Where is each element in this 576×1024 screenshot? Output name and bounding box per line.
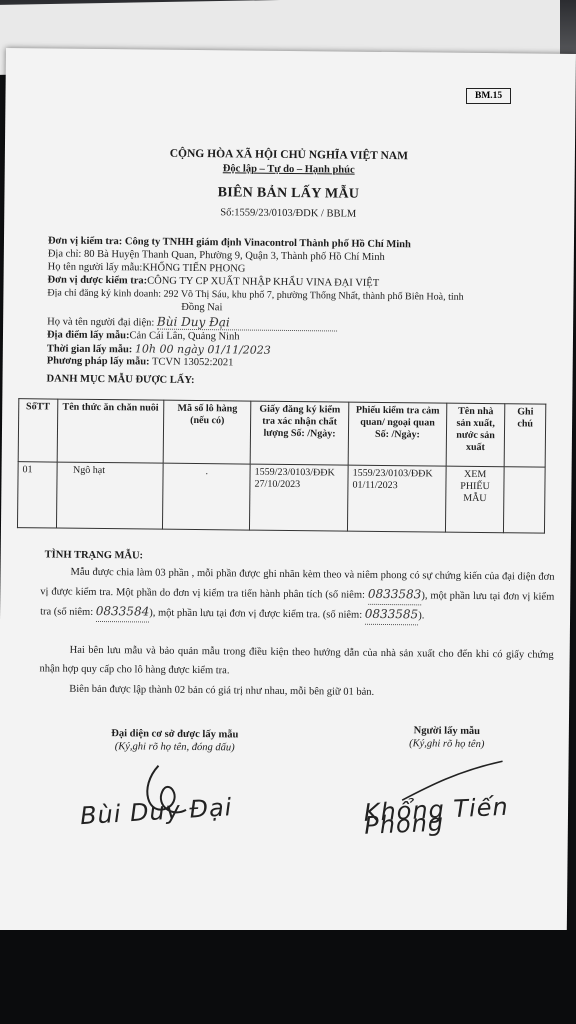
document-page — [0, 48, 576, 944]
right-signature-block — [337, 724, 557, 752]
cell-registration: 1559/23/0103/ĐĐK 27/10/2023 — [250, 464, 349, 531]
status-text-a: Mẫu được chia làm 03 phần , mỗi phần được ghi nhãn kèm theo và niêm phong có sự chứng kiến của đại diện đơn vị được kiểm tra. Một phần do đơn vị kiểm tra tiến hành phân tích (số niêm: — [40, 566, 555, 601]
rep-value: Bùi Duy Đại — [157, 316, 337, 332]
status-text-p2: Hai bên lưu mẫu và bảo quản mẫu trong điều kiện theo hướng dẫn của nhà sản xuất cho đến khi có giấy chứng nhận hợp quy cấp cho lô hàng được kiểm tra. — [39, 644, 554, 677]
status-title: TÌNH TRẠNG MẪU: — [44, 549, 144, 562]
right-signature-role: Người lấy mẫu — [413, 725, 481, 738]
inspector-label: Đơn vị kiểm tra: — [47, 235, 123, 248]
seal-number-1: 0833583 — [368, 585, 422, 606]
place-value: Cản Cái Lân, Quảng Ninh — [129, 330, 240, 343]
col-header-manufacturer: Tên nhà sản xuất, nước sản xuất — [446, 403, 505, 467]
status-text-b: ), một phần lưu tại đơn vị kiểm tra (số niêm: — [40, 590, 555, 618]
sample-list-title: DANH MỤC MẪU ĐƯỢC LẤY: — [46, 373, 195, 386]
inspected-label: Đơn vị được kiểm tra: — [47, 274, 148, 287]
inspected-value: CÔNG TY CP XUẤT NHẬP KHẨU VINA ĐẠI VIỆT — [147, 275, 380, 289]
reg-address-line — [47, 286, 463, 303]
status-paragraph-3: Biên bản được lập thành 02 bản có giá trị như nhau, mỗi bên giữ 01 bản. — [69, 683, 375, 698]
address-value: 80 Bà Huyện Thanh Quan, Phường 9, Quận 3, Thành phố Hồ Chí Minh — [83, 248, 385, 263]
cell-feed-name: Ngô hạt — [56, 462, 163, 529]
left-signature-note: (Ký,ghi rõ họ tên, đóng dấu) — [114, 741, 235, 754]
col-header-stt: SốTT — [18, 399, 57, 462]
col-header-inspection: Phiếu kiểm tra cảm quan/ ngoại quan Số: /Ngày: — [348, 402, 447, 466]
sampler-value: KHỔNG TIẾN PHONG — [142, 262, 246, 275]
seal-number-2: 0833584 — [96, 602, 150, 623]
status-paragraph-1: Mẫu được chia làm 03 phần , mỗi phần được ghi nhãn kèm theo và niêm phong có sự chứng kiến của đại diện đơn vị được kiểm tra. Một phần do đơn vị kiểm tra tiến hành phân tích (số niêm: 0833583), một phần lưu tại đơn vị kiểm tra (số niêm: 0833584), một phần lưu tại đơn vị được kiểm tra. (số niêm: 0833585). — [40, 562, 555, 626]
form-code-badge: BM.15 — [466, 88, 511, 104]
country-heading: CỘNG HÒA XÃ HỘI CHỦ NGHĨA VIỆT NAM — [169, 147, 409, 163]
motto: Độc lập – Tự do – Hạnh phúc — [222, 163, 355, 176]
sampler-label: Họ tên người lấy mẫu: — [47, 261, 143, 274]
status-paragraph-2 — [39, 640, 553, 683]
col-header-lot-code: Mã số lô hàng (nếu có) — [163, 400, 251, 464]
reg-address-value: 292 Võ Thị Sáu, khu phố 7, phường Thống Nhất, thành phố Biên Hoà, tỉnh — [163, 288, 464, 303]
cell-inspection: 1559/23/0103/ĐĐK 01/11/2023 — [347, 465, 446, 532]
method-line — [47, 354, 234, 369]
right-signature-name: Khổng Tiến Phong — [363, 792, 510, 840]
left-signature-role: Đại diện cơ sở được lấy mẫu — [111, 728, 239, 741]
seal-number-3: 0833585 — [365, 605, 419, 626]
cell-lot-code: . — [163, 463, 251, 530]
table-row — [17, 462, 545, 534]
reg-address-line-2: Đồng Nai — [181, 301, 223, 314]
time-value: 10h 00 ngày 01/11/2023 — [134, 342, 271, 357]
col-header-notes: Ghi chú — [504, 404, 545, 467]
cell-manufacturer: XEM PHIẾU MẪU — [445, 466, 504, 533]
method-value: TCVN 13052:2021 — [151, 356, 234, 369]
doc-number: Số:1559/23/0103/ĐDK / BBLM — [220, 207, 357, 220]
left-signature-name: Bùi Duy Đại — [79, 793, 234, 831]
inspector-value: Công ty TNHH giám định Vinacontrol Thành phố Hồ Chí Minh — [124, 236, 411, 251]
reg-address-label: Địa chỉ đăng ký kinh doanh: — [47, 287, 162, 300]
background-bottom — [0, 930, 576, 1024]
col-header-registration: Giấy đăng ký kiểm tra xác nhận chất lượng Số: /Ngày: — [250, 401, 349, 465]
doc-title: BIÊN BẢN LẤY MẪU — [217, 185, 360, 202]
cell-stt: 01 — [17, 462, 56, 528]
left-signature-block — [65, 727, 285, 755]
address-label: Địa chỉ: — [47, 248, 82, 260]
rep-label: Họ và tên người đại diện: — [47, 316, 155, 329]
col-header-feed-name: Tên thức ăn chăn nuôi — [57, 399, 164, 463]
sample-table — [17, 398, 546, 534]
time-label: Thời gian lấy mẫu: — [46, 343, 133, 356]
method-label: Phương pháp lấy mẫu: — [46, 355, 150, 368]
cell-notes — [504, 467, 545, 533]
status-text-c: ), một phần lưu tại đơn vị được kiểm tra. (số niêm: — [149, 607, 363, 621]
table-header-row — [18, 399, 546, 468]
place-label: Địa điểm lấy mẫu: — [46, 329, 130, 342]
right-signature-note: (Ký,ghi rõ họ tên) — [409, 738, 485, 751]
